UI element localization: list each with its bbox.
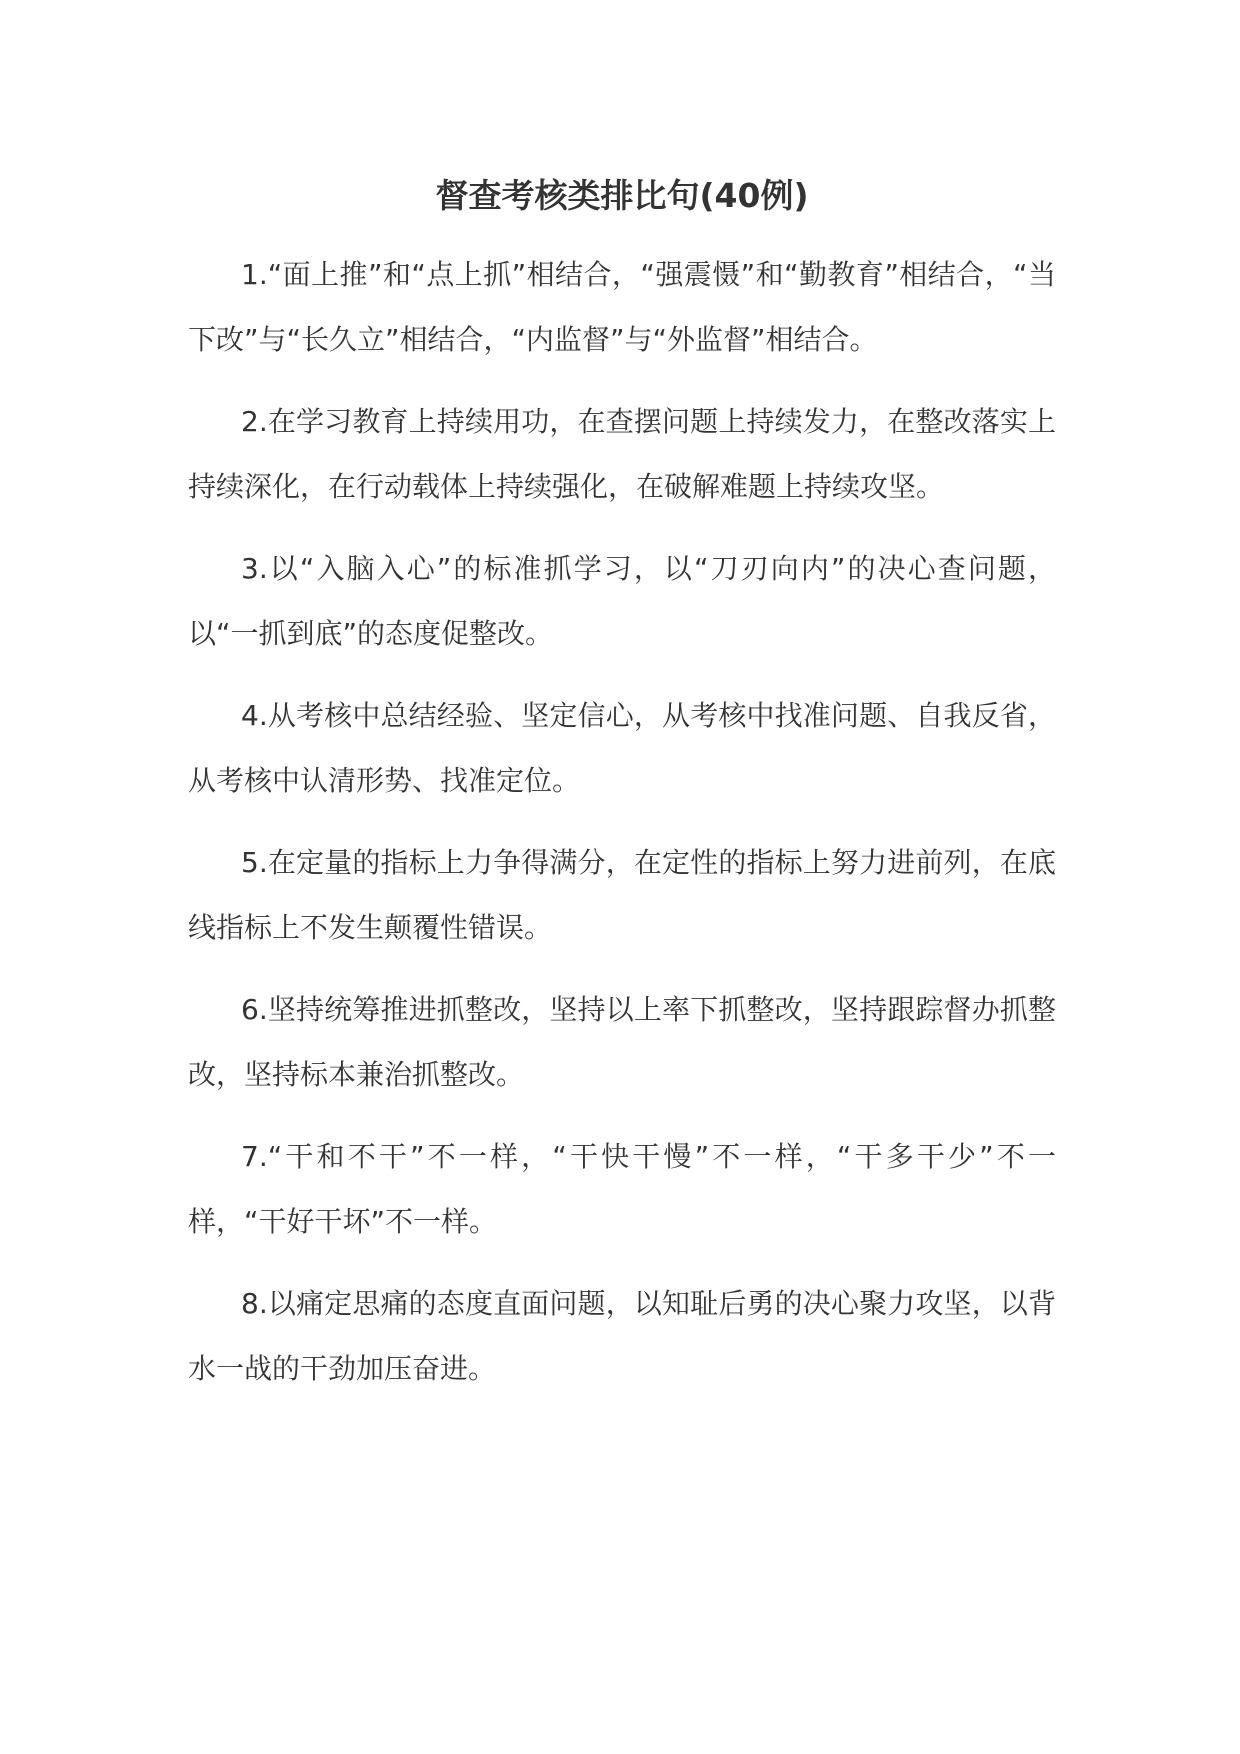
paragraph-2: 2.在学习教育上持续用功，在查摆问题上持续发力，在整改落实上持续深化，在行动载体上持续强化，在破解难题上持续攻坚。	[188, 405, 1056, 503]
paragraph-5: 5.在定量的指标上力争得满分，在定性的指标上努力进前列，在底线指标上不发生颠覆性错误。	[188, 846, 1056, 944]
paragraph-1: 1.“面上推”和“点上抓”相结合，“强震慑”和“勤教育”相结合，“当下改”与“长久立”相结合，“内监督”与“外监督”相结合。	[188, 258, 1056, 356]
document-title: 督查考核类排比句(40例)	[435, 176, 809, 215]
paragraph-8: 8.以痛定思痛的态度直面问题，以知耻后勇的决心聚力攻坚，以背水一战的干劲加压奋进。	[188, 1287, 1056, 1385]
paragraph-3: 3.以“入脑入心”的标准抓学习，以“刀刃向内”的决心查问题，以“一抓到底”的态度促整改。	[188, 552, 1056, 650]
paragraph-4: 4.从考核中总结经验、坚定信心，从考核中找准问题、自我反省，从考核中认清形势、找准定位。	[188, 699, 1056, 797]
paragraph-6: 6.坚持统筹推进抓整改，坚持以上率下抓整改，坚持跟踪督办抓整改，坚持标本兼治抓整改。	[188, 993, 1056, 1091]
paragraph-7: 7.“干和不干”不一样，“干快干慢”不一样，“干多干少”不一样，“干好干坏”不一样。	[188, 1140, 1056, 1238]
document-page	[188, 170, 1056, 1418]
